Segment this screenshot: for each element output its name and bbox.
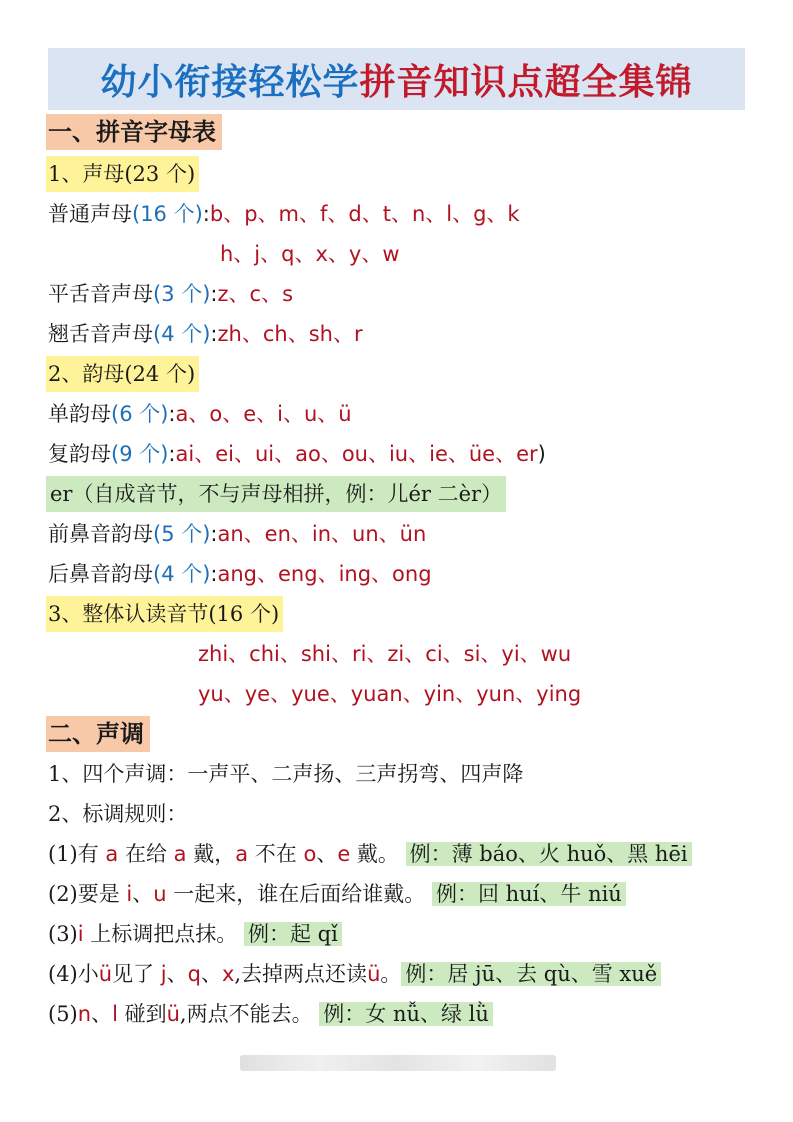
rule-text: ,去掉两点还读 xyxy=(234,962,368,986)
compound-finals-label: 复韵母 xyxy=(48,442,111,466)
separator: 、 xyxy=(166,962,188,986)
rule-text: 戴， xyxy=(186,842,236,866)
compound-finals-count: (9 个) xyxy=(111,442,169,466)
front-nasal-label: 前鼻音韵母 xyxy=(48,522,153,546)
flat-initials-row xyxy=(48,276,293,312)
rule-2-example: 例：回 huí、牛 niú xyxy=(432,882,626,906)
initials-heading: 1、声母(23 个) xyxy=(46,156,199,192)
pinyin-u-umlaut: ü xyxy=(367,962,381,986)
colon: : xyxy=(210,322,218,346)
common-initials-label: 普通声母 xyxy=(48,202,132,226)
pinyin-u-umlaut: ü xyxy=(98,962,113,986)
rule-text: (3) xyxy=(48,922,78,946)
whole-syllables-heading: 3、整体认读音节(16 个) xyxy=(46,596,283,632)
whole-syllables-list-1: zhi、chi、shi、ri、zi、ci、si、yi、wu xyxy=(198,642,572,666)
rule-4-example: 例：居 jū、去 qù、雪 xuě xyxy=(401,962,661,986)
back-nasal-count: (4 个) xyxy=(153,562,211,586)
pinyin-i: i xyxy=(77,922,84,946)
pinyin-a: a xyxy=(105,842,119,866)
single-finals-row xyxy=(48,396,352,432)
rule-text: 。 xyxy=(380,962,402,986)
colon: : xyxy=(202,202,210,226)
rule-3-example: 例：起 qǐ xyxy=(244,922,342,946)
single-finals-count: (6 个) xyxy=(111,402,169,426)
pinyin-a: a xyxy=(235,842,249,866)
pinyin-a: a xyxy=(173,842,187,866)
pinyin-i: i xyxy=(126,882,133,906)
single-finals-label: 单韵母 xyxy=(48,402,111,426)
colon: : xyxy=(210,282,218,306)
whole-syllables-list-2: yu、ye、yue、yuan、yin、yun、ying xyxy=(198,682,582,706)
rule-2 xyxy=(48,876,626,912)
back-nasal-label: 后鼻音韵母 xyxy=(48,562,153,586)
rule-5-example: 例：女 nǚ、绿 lǜ xyxy=(319,1002,493,1026)
flat-initials-list: z、c、s xyxy=(217,282,294,306)
front-nasal-count: (5 个) xyxy=(153,522,211,546)
common-initials-list-2: h、j、q、x、y、w xyxy=(220,242,400,266)
rule-5 xyxy=(48,996,493,1032)
tone-rules-heading: 2、标调规则： xyxy=(48,802,188,826)
pinyin-u-umlaut: ü xyxy=(166,1002,180,1026)
rule-text: 见了 xyxy=(112,962,161,986)
pinyin-l: l xyxy=(112,1002,118,1026)
rule-text: 在给 xyxy=(118,842,174,866)
pinyin-e: e xyxy=(337,842,351,866)
rule-text: 不在 xyxy=(248,842,304,866)
back-nasal-row xyxy=(48,556,432,592)
retroflex-initials-count: (4 个) xyxy=(153,322,211,346)
retroflex-initials-label: 翘舌音声母 xyxy=(48,322,153,346)
flat-initials-label: 平舌音声母 xyxy=(48,282,153,306)
close-paren: ) xyxy=(537,442,546,466)
rule-text: (5) xyxy=(48,1002,78,1026)
pinyin-o: o xyxy=(303,842,317,866)
colon: : xyxy=(210,562,218,586)
single-finals-list: a、o、e、i、u、ü xyxy=(175,402,352,426)
flat-initials-count: (3 个) xyxy=(153,282,211,306)
rule-text: (1)有 xyxy=(48,842,106,866)
rule-3 xyxy=(48,916,342,952)
rule-text: (4)小 xyxy=(48,962,99,986)
common-initials-list-1: b、p、m、f、d、t、n、l、g、k xyxy=(209,202,520,226)
section-heading-tones: 二、声调 xyxy=(46,716,150,752)
rule-1-example: 例：薄 báo、火 huǒ、黑 hēi xyxy=(406,842,692,866)
rule-text: ,两点不能去。 xyxy=(179,1002,313,1026)
whole-syllables-row-1 xyxy=(198,636,571,672)
rule-text: 碰到 xyxy=(117,1002,167,1026)
pinyin-q: q xyxy=(187,962,201,986)
rule-text: (2)要是 xyxy=(48,882,127,906)
separator: 、 xyxy=(316,842,338,866)
rule-4 xyxy=(48,956,661,992)
title-part-1: 幼小衔接轻松学 xyxy=(100,61,360,103)
blurred-watermark xyxy=(240,1055,556,1071)
rule-text: 一起来，谁在后面给谁戴。 xyxy=(166,882,426,906)
common-initials-count: (16 个) xyxy=(132,202,203,226)
pinyin-u: u xyxy=(153,882,167,906)
colon: : xyxy=(210,522,218,546)
common-initials-row-2 xyxy=(220,236,400,272)
retroflex-initials-list: zh、ch、sh、r xyxy=(217,322,363,346)
colon: : xyxy=(168,442,176,466)
four-tones-line: 1、四个声调：一声平、二声扬、三声拐弯、四声降 xyxy=(48,762,524,786)
whole-syllables-row-2 xyxy=(198,676,581,712)
front-nasal-list: an、en、in、un、ün xyxy=(217,522,427,546)
compound-finals-list: ai、ei、ui、ao、ou、iu、ie、üe、er xyxy=(175,442,538,466)
colon: : xyxy=(168,402,176,426)
pinyin-j: j xyxy=(160,962,167,986)
finals-heading: 2、韵母(24 个) xyxy=(46,356,199,392)
pinyin-x: x xyxy=(221,962,235,986)
compound-finals-row xyxy=(48,436,546,472)
separator: 、 xyxy=(200,962,222,986)
common-initials-row xyxy=(48,196,520,232)
separator: 、 xyxy=(132,882,154,906)
title-part-2: 拼音知识点超全集锦 xyxy=(359,61,693,103)
er-note: er（自成音节，不与声母相拼，例：儿ér 二èr） xyxy=(46,476,506,512)
front-nasal-row xyxy=(48,516,426,552)
pinyin-n: n xyxy=(77,1002,92,1026)
rule-1 xyxy=(48,836,692,872)
rule-text: 戴。 xyxy=(350,842,399,866)
separator: 、 xyxy=(91,1002,113,1026)
page-title xyxy=(48,48,745,110)
retroflex-initials-row xyxy=(48,316,363,352)
rule-text: 上标调把点抹。 xyxy=(83,922,238,946)
section-heading-alphabet: 一、拼音字母表 xyxy=(46,114,222,150)
back-nasal-list: ang、eng、ing、ong xyxy=(217,562,432,586)
